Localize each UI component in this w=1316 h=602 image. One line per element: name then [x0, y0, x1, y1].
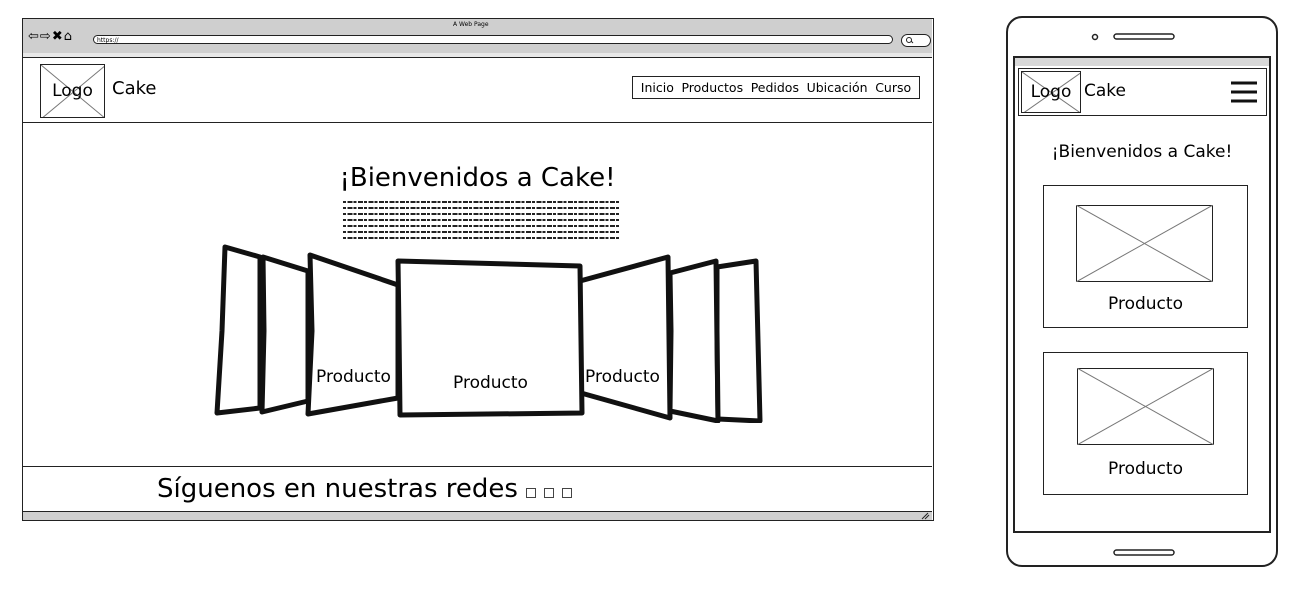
carousel-product-left-label: Producto [316, 367, 391, 387]
welcome-heading: ¡Bienvenidos a Cake! [339, 163, 616, 193]
carousel-card-left-far [217, 247, 260, 413]
browser-status-bar [23, 511, 932, 520]
footer-social-text: Síguenos en nuestras redes [157, 474, 518, 504]
home-icon[interactable]: ⌂ [63, 29, 73, 44]
browser-chrome [23, 19, 932, 54]
desktop-browser-window [22, 18, 934, 521]
brand-name: Cake [112, 78, 157, 99]
phone-bottom-bezel [1008, 538, 1276, 566]
mobile-product-card[interactable] [1043, 352, 1248, 495]
mobile-logo[interactable] [1021, 71, 1081, 113]
carousel-card-left-near [308, 255, 398, 414]
search-icon [902, 35, 930, 46]
nav-item-ubicacion[interactable]: Ubicación [806, 80, 868, 95]
mobile-header [1018, 68, 1267, 116]
resize-grip-icon[interactable] [920, 512, 930, 520]
placeholder-paragraph [343, 200, 620, 242]
nav-item-pedidos[interactable]: Pedidos [750, 80, 799, 95]
mobile-brand-name: Cake [1084, 81, 1126, 101]
url-bar[interactable]: https:// [93, 35, 893, 44]
search-button[interactable] [901, 34, 931, 47]
product-image-placeholder-icon [1076, 205, 1213, 282]
mobile-product-label: Producto [1108, 459, 1183, 479]
window-title: A Web Page [453, 21, 489, 28]
forward-arrow-icon[interactable]: ⇨ [39, 29, 52, 44]
phone-top-bezel [1008, 18, 1276, 54]
camera-icon [1093, 35, 1098, 40]
mobile-welcome-heading: ¡Bienvenidos a Cake! [1051, 142, 1233, 162]
carousel-product-center-label: Producto [453, 373, 528, 393]
home-button-icon [1114, 550, 1174, 555]
mobile-product-card[interactable] [1043, 185, 1248, 328]
nav-item-productos[interactable]: Productos [681, 80, 744, 95]
product-image-placeholder-icon [1077, 368, 1214, 445]
carousel-card-right-near [580, 257, 670, 418]
nav-item-curso[interactable]: Curso [875, 80, 912, 95]
carousel-card-left-mid [262, 257, 308, 412]
hamburger-menu-icon[interactable] [1231, 81, 1257, 103]
main-nav [632, 76, 920, 99]
social-icon-3[interactable] [562, 488, 572, 498]
mobile-product-label: Producto [1108, 294, 1183, 314]
mobile-logo-label: Logo [1030, 82, 1072, 102]
browser-nav-buttons [28, 29, 73, 44]
carousel-product-right-label: Producto [585, 367, 660, 387]
back-arrow-icon[interactable]: ⇦ [28, 29, 40, 44]
mobile-status-bar [1015, 58, 1269, 66]
carousel-card-right-far [717, 261, 760, 421]
mobile-screen [1013, 56, 1271, 533]
browser-toolbar-strip [23, 53, 932, 58]
speaker-icon [1114, 34, 1174, 39]
product-carousel[interactable] [208, 241, 768, 423]
footer-divider [23, 466, 932, 467]
social-icon-1[interactable] [526, 488, 536, 498]
social-icon-2[interactable] [544, 488, 554, 498]
nav-item-inicio[interactable]: Inicio [640, 80, 674, 95]
mobile-phone-frame [1006, 16, 1278, 567]
carousel-card-right-mid [670, 261, 718, 421]
header-divider [23, 122, 932, 123]
close-icon[interactable]: ✖ [51, 29, 64, 44]
logo[interactable] [40, 64, 105, 118]
logo-label: Logo [52, 81, 93, 101]
